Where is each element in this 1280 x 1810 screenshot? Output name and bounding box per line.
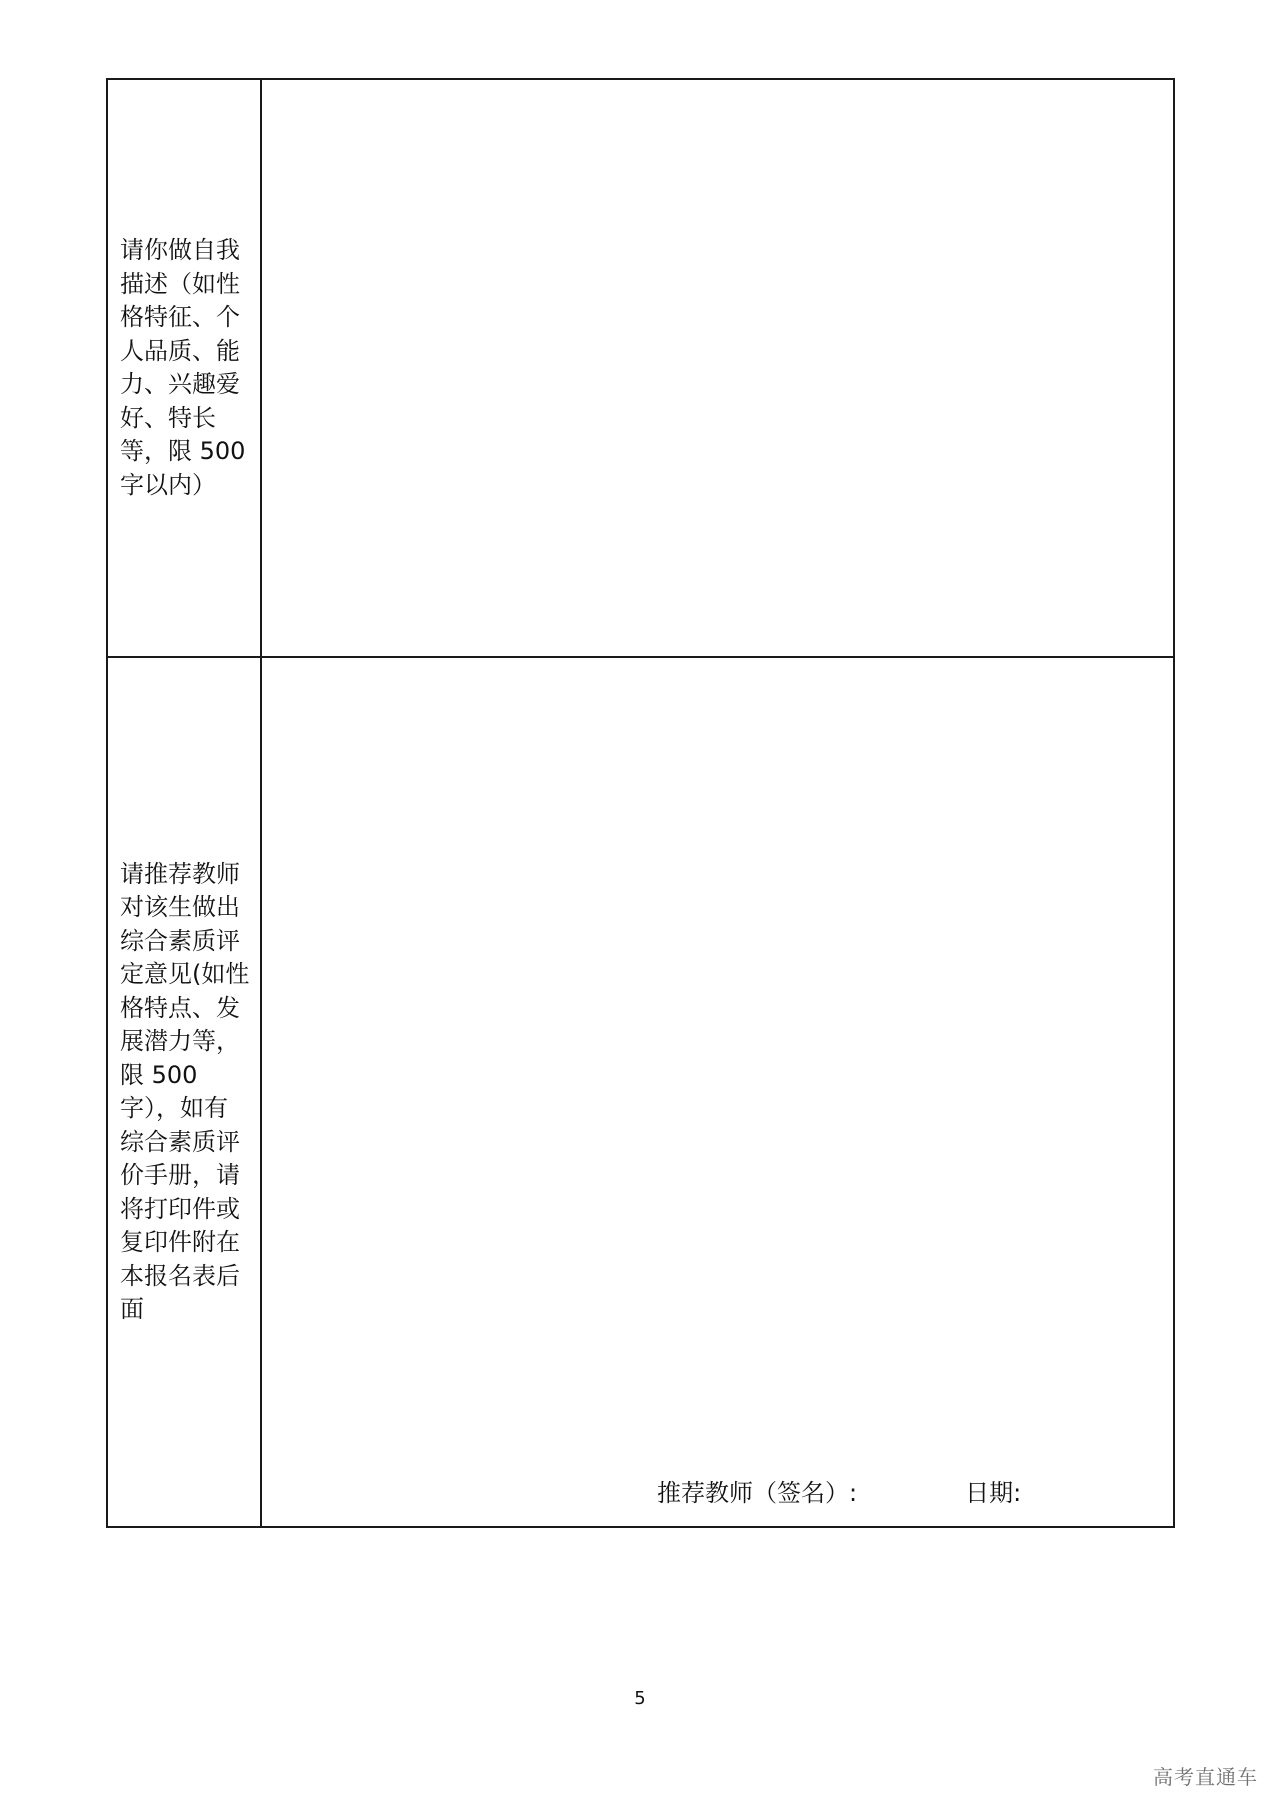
self-description-label: 请你做自我描述（如性格特征、个人品质、能力、兴趣爱好、特长等，限 500 字以内） <box>107 79 261 657</box>
teacher-evaluation-label: 请推荐教师对该生做出综合素质评定意见(如性格特点、发展潜力等，限 500 字），如有综合素质评价手册，请将打印件或复印件附在本报名表后面 <box>107 657 261 1527</box>
self-description-row <box>107 79 1174 657</box>
watermark: 高考直通车 <box>1153 1765 1258 1789</box>
signature-label: 推荐教师（签名）: <box>657 1479 858 1507</box>
self-description-field[interactable] <box>261 79 1174 657</box>
teacher-evaluation-row <box>107 657 1174 1527</box>
date-label: 日期: <box>965 1479 1022 1507</box>
teacher-evaluation-field[interactable] <box>261 657 1174 1527</box>
registration-form-table <box>106 78 1175 1528</box>
page-number: 5 <box>634 1688 646 1709</box>
signature-line <box>657 1473 1021 1508</box>
